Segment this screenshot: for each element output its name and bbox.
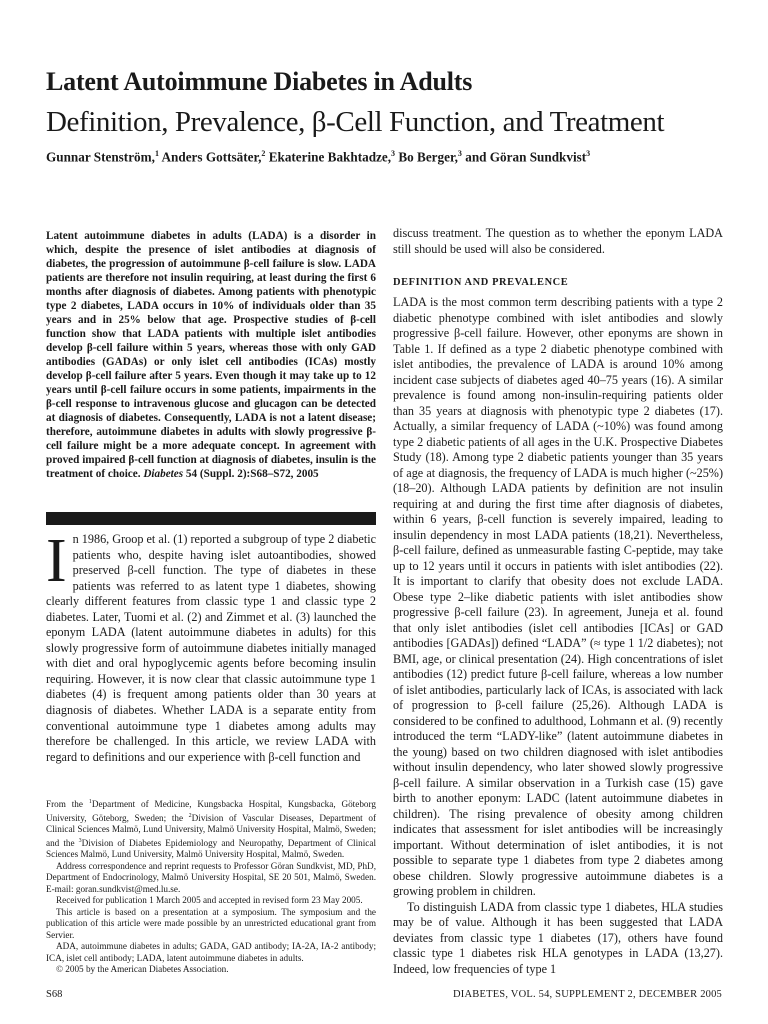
abstract-block <box>46 229 376 481</box>
article-title: Latent Autoimmune Diabetes in Adults <box>46 67 473 96</box>
copyright-footnote: © 2005 by the American Diabetes Association. <box>56 964 229 975</box>
affiliation-text: Division of Vascular Diseases, Department of Clinical Sciences Malmö, Lund University, Malmö University Hospital, Malmö, Sweden; and the <box>46 812 377 848</box>
hla-paragraph: To distinguish LADA from classic type 1 diabetes, HLA studies may be of value. Although it has been suggested that LADA deviates from classic type 1 diabetes (17), others have found classic type 1 diabetes risk HLA genotypes in LADA (13,27). Indeed, low frequencies of type 1 <box>393 899 723 976</box>
author-affiliation-mark: 3 <box>586 149 591 158</box>
symposium-footnote: This article is based on a presentation at a symposium. The symposium and the publication of this article were made possible by an unrestricted educational grant from Servier. <box>46 906 376 940</box>
affiliations-footnote <box>46 797 376 861</box>
abstract-text: Latent autoimmune diabetes in adults (LADA) is a disorder in which, despite the presence of islet antibodies at diagnosis of diabetes, the progression of autoimmune β-cell failure is slow. LADA patients are therefore not insulin requiring, at least during the first 6 months after diagnosis of diabetes. Among patients with phenotypic type 2 diabetes, LADA occurs in 10% of individuals older than 35 years and in 25% below that age. Prospective studies of β-cell function show that LADA patients with multiple islet antibodies develop β-cell failure within 5 years, whereas those with only GAD antibodies (GADAs) or only islet cell antibodies (ICAs) mostly develop β-cell failure after 5 years. Even though it may take up to 12 years until β-cell failure occurs in some patients, impairments in the β-cell response to intravenous glucose and glucagon can be detected at diagnosis of diabetes. Consequently, LADA is not a latent disease; therefore, autoimmune diabetes in adults with slowly progressive β-cell failure might be a more adequate concept. In agreement with proved impaired β-cell function at diagnosis of diabetes, insulin is the treatment of choice. <box>46 230 376 480</box>
author-affiliation-mark: 3 <box>391 149 396 158</box>
author-name: Bo Berger, <box>398 149 458 165</box>
journal-name: Diabetes <box>143 468 184 480</box>
footnotes <box>46 797 376 976</box>
running-footer: DIABETES, VOL. 54, SUPPLEMENT 2, DECEMBER 2005 <box>453 989 722 1000</box>
author-affiliation-mark: 1 <box>154 149 159 158</box>
article-subtitle: Definition, Prevalence, β-Cell Function, and Treatment <box>46 106 665 138</box>
author-affiliation-mark: 3 <box>457 149 462 158</box>
section-heading: DEFINITION AND PREVALENCE <box>393 277 569 288</box>
affiliation-prefix: From the <box>46 799 89 810</box>
author-affiliation-mark: 2 <box>261 149 266 158</box>
author-name: Gunnar Stenström, <box>46 149 155 165</box>
author-name: Anders Gottsäter, <box>161 149 262 165</box>
introduction-text: n 1986, Groop et al. (1) reported a subgroup of type 2 diabetic patients who, despite having islet autoantibodies, showed preserved β-cell function. The type of diabetes in these patients was referred to as latent type 1 diabetes, showing clearly different features from classic type 1 and classic type 2 diabetes. Later, Tuomi et al. (2) and Zimmet et al. (3) launched the eponym LADA (latent autoimmune diabetes in adults) for this slowly progressive form of autoimmune diabetes initially managed with diet and oral hypoglycemic agents before becoming insulin requiring. However, it is now clear that classic autoimmune type 1 diabetes (4) is frequent among patients older than 30 years at diagnosis of diabetes. Whether LADA is a separate entity from conventional autoimmune type 1 diabetes among adults may therefore be challenged. In this article, we review LADA with regard to definitions and our experience with β-cell function and <box>46 532 376 764</box>
affiliation-text: Department of Medicine, Kungsbacka Hospital, Kungsbacka, Göteborg University, Göteborg, Sweden; the <box>46 799 376 823</box>
definition-paragraph: LADA is the most common term describing patients with a type 2 diabetic phenotype combined with islet antibodies and slowly progressive β-cell failure. However, other eponyms are shown in Table 1. If defined as a type 2 diabetic phenotype combined with islet antibodies, the prevalence of LADA is around 10% among incident case subjects of diabetes aged 40–75 years (16). A similar prevalence is found among non-insulin-requiring patients older than 35 years at diagnosis with phenotypic type 2 diabetes (17). Actually, a similar frequency of LADA (~10%) was found among type 2 diabetic patients of all ages in the U.K. Prospective Diabetes Study (18). Among type 2 diabetic patients younger than 35 years of age at diagnosis, the frequency of LADA is much higher (~25%) (18–20). Although LADA patients by definition are not insulin requiring at and during the first time after diagnosis of diabetes, within 6 years, β-cell function is severely impaired, leading to insulin dependency in most LADA patients (18,21). Nevertheless, β-cell failure, defined as unmeasurable fasting C-peptide, may take up to 12 years until it occurs in patients with islet antibodies (22). It is important to clarify that obesity does not exclude LADA. Obese type 2–like diabetic patients with islet antibodies show progressive β-cell failure (23). In agreement, Juneja et al. found that only islet antibodies (islet cell antibodies [ICAs] or GAD antibodies [GADAs]) defined “LADA” (≈ type 1 1/2 diabetes); not BMI, age, or clinical presentation (24). High concentrations of islet antibodies (12) predict future β-cell failure, whereas a low number of islet antibodies, particularly lack of ICAs, is associated with lack of progression to β-cell failure (25,26). Although LADA is considered to be confined to adulthood, Lohmann et al. (9) recently introduced the term “LADY-like” (latent autoimmune diabetes in the young) based on two children diagnosed with islet antibodies without insulin dependency, who later showed slowly progressive β-cell failure. A similar observation in a Turkish case (15) gave birth to another eponym: LADC (latent autoimmune diabetes in children). The rising prevalence of obesity among children indicates that assessment for islet antibodies will be increasingly important. Without determination of islet antibodies, it is not possible to separate type 1 diabetes from type 2 diabetes among obese children. Slowly progressive autoimmune diabetes is a growing problem in children. <box>393 295 723 898</box>
affiliation-mark: 2 <box>188 812 192 819</box>
correspondence-footnote: Address correspondence and reprint requests to Professor Göran Sundkvist, MD, PhD, Department of Endocrinology, Malmö University Hospital, SE 20 501, Malmö, Sweden. E-mail: goran.sundkvist@med.lu.se. <box>46 860 376 894</box>
received-footnote: Received for publication 1 March 2005 and accepted in revised form 23 May 2005. <box>56 895 363 906</box>
page-number: S68 <box>46 989 63 1000</box>
affiliation-mark: 1 <box>88 799 92 805</box>
author-name: and Göran Sundkvist <box>465 149 587 165</box>
continuation-paragraph: discuss treatment. The question as to whether the eponym LADA still should be used will also be considered. <box>393 226 723 256</box>
citation: 54 (Suppl. 2):S68–S72, 2005 <box>185 468 319 480</box>
introduction-paragraph <box>46 527 376 765</box>
drop-cap: I <box>46 527 67 595</box>
author-list <box>46 146 590 165</box>
author-name: Ekaterine Bakhtadze, <box>268 149 392 165</box>
section-divider <box>46 512 376 525</box>
affiliation-mark: 3 <box>78 837 82 844</box>
abstract <box>46 229 376 481</box>
affiliation-text: Division of Diabetes Epidemiology and Neuropathy, Department of Clinical Sciences Malmö, Lund University, Malmö University Hospital, Malmö, Sweden. <box>46 837 376 860</box>
abbreviations-footnote: ADA, autoimmune diabetes in adults; GADA, GAD antibody; IA-2A, IA-2 antibody; ICA, islet cell antibody; LADA, latent autoimmune diabetes in adults. <box>46 941 376 963</box>
right-column <box>393 226 723 977</box>
